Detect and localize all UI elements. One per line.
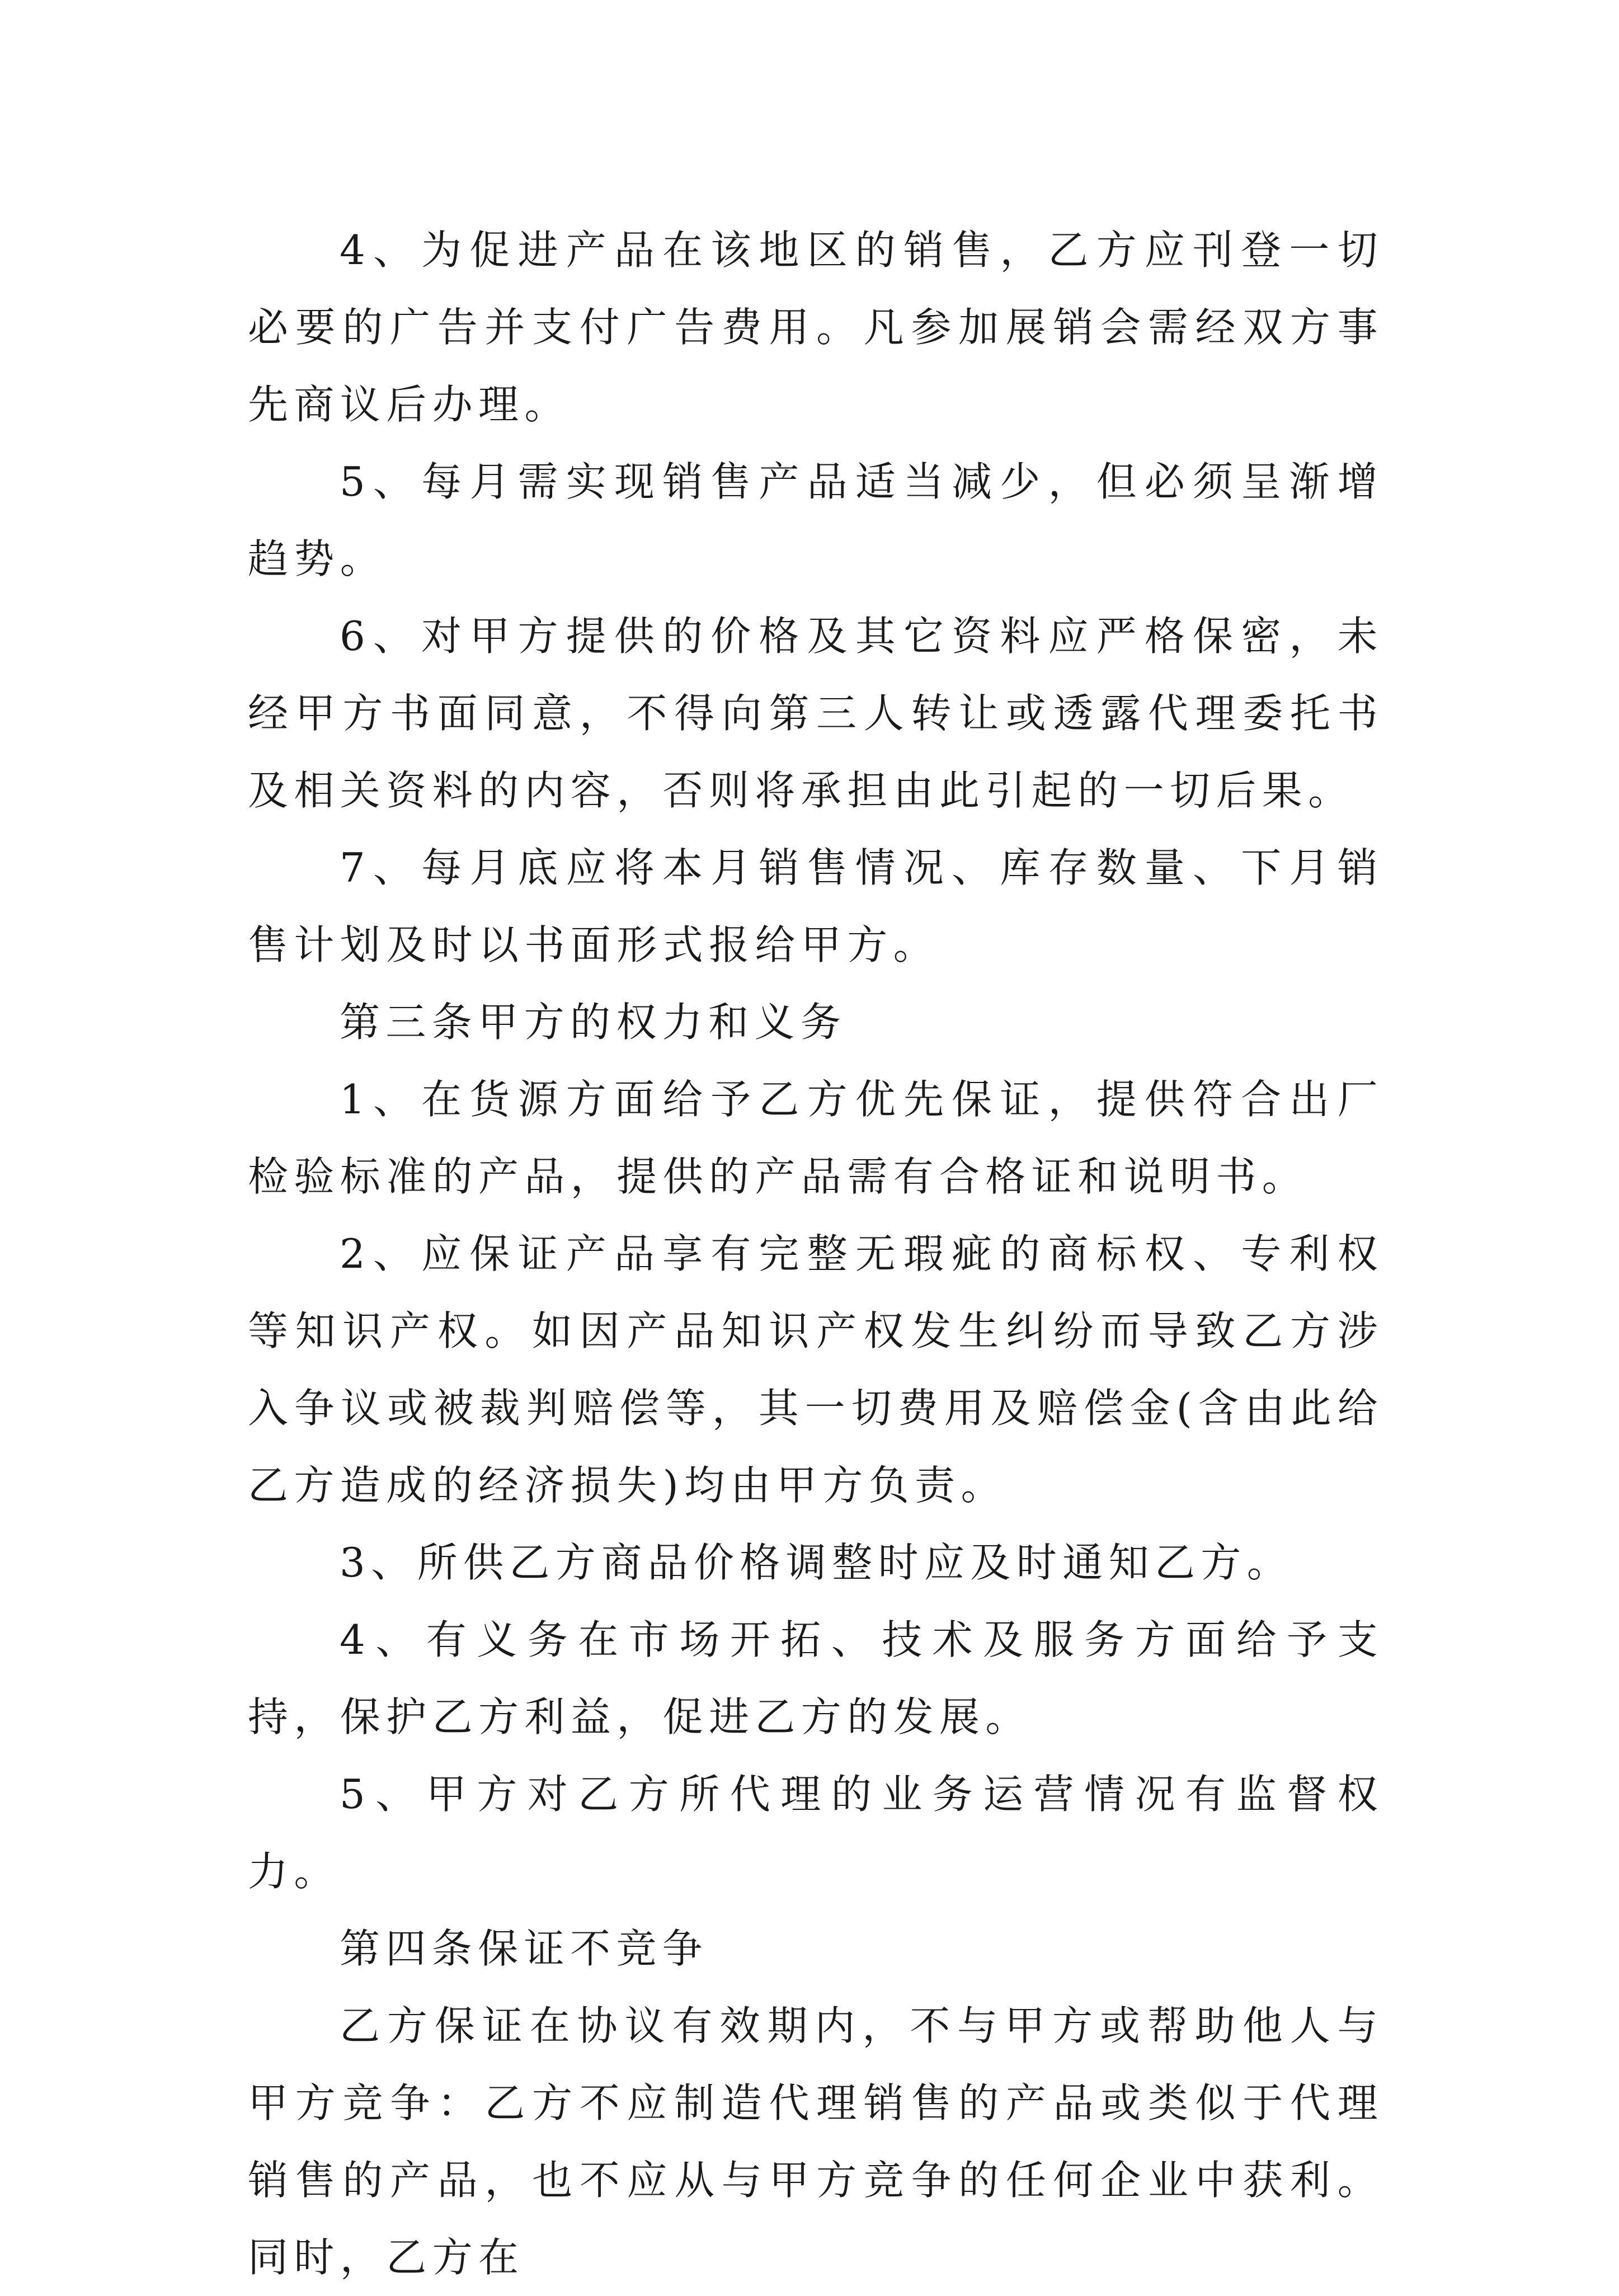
clause-2-item-5: 5、每月需实现销售产品适当减少，但必须呈渐增趋势。: [248, 458, 1383, 582]
clause-3-item-5: 5、甲方对乙方所代理的业务运营情况有监督权力。: [248, 1771, 1383, 1895]
clause-4-body: 乙方保证在协议有效期内，不与甲方或帮助他人与甲方竞争：乙方不应制造代理销售的产品或类似于代理销售的产品，也不应从与甲方竞争的任何企业中获利。同时，乙方在: [248, 2002, 1383, 2281]
clause-2-item-7: 7、每月底应将本月销售情况、库存数量、下月销售计划及时以书面形式报给甲方。: [248, 844, 1383, 968]
clause-3-item-3: 3、所供乙方商品价格调整时应及时通知乙方。: [340, 1539, 1293, 1586]
clause-2-item-6: 6、对甲方提供的价格及其它资料应严格保密，未经甲方书面同意，不得向第三人转让或透露代理委托书及相关资料的内容，否则将承担由此引起的一切后果。: [248, 613, 1383, 814]
clause-2-item-4: 4、为促进产品在该地区的销售，乙方应刊登一切必要的广告并支付广告费用。凡参加展销会需经双方事先商议后办理。: [248, 227, 1383, 428]
clause-3-item-1: 1、在货源方面给予乙方优先保证，提供符合出厂检验标准的产品，提供的产品需有合格证和说明书。: [248, 1076, 1383, 1200]
clause-3-item-4: 4、有义务在市场开拓、技术及服务方面给予支持，保护乙方利益，促进乙方的发展。: [248, 1616, 1383, 1740]
document-body: [248, 211, 1383, 2296]
clause-4-heading: 第四条保证不竞争: [340, 1925, 709, 1972]
clause-3-item-2: 2、应保证产品享有完整无瑕疵的商标权、专利权等知识产权。如因产品知识产权发生纠纷而导致乙方涉入争议或被裁判赔偿等，其一切费用及赔偿金(含由此给乙方造成的经济损失)均由甲方负责。: [248, 1230, 1383, 1509]
clause-3-heading: 第三条甲方的权力和义务: [340, 999, 847, 1046]
